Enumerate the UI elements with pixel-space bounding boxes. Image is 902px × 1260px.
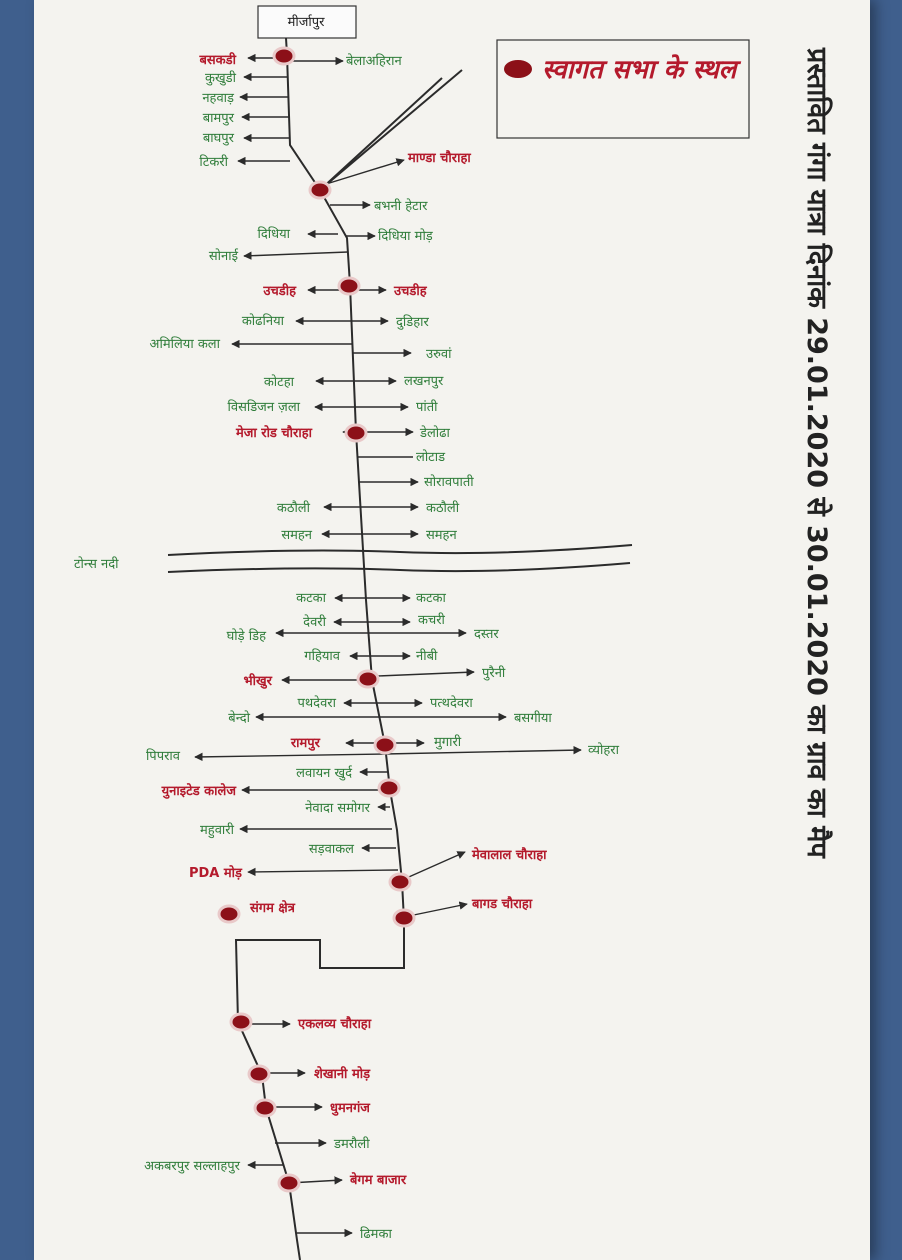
place-label: कोटहा <box>263 375 294 390</box>
place-label: PDA मोड़ <box>188 866 242 881</box>
stop-marker-icon <box>279 1175 299 1191</box>
place-label: दस्तर <box>474 627 499 642</box>
river-line-top <box>168 545 632 555</box>
place-label: कटका <box>416 591 446 606</box>
place-label: युनाइटेड कालेज <box>161 784 236 799</box>
place-label: बागड चौराहा <box>472 897 533 912</box>
place-label: लखनपुर <box>404 374 444 389</box>
stop-marker-icon <box>379 780 399 796</box>
stop-marker-icon <box>346 425 366 441</box>
place-label: कटका <box>296 591 326 606</box>
place-label: दुडिहार <box>396 315 429 330</box>
stop-marker-icon <box>255 1100 275 1116</box>
place-label: पथदेवरा <box>297 696 336 711</box>
place-label: समहन <box>281 528 312 543</box>
place-label: अमिलिया कला <box>149 337 220 352</box>
place-label: माण्डा चौराहा <box>408 151 471 166</box>
place-label: कचरी <box>418 613 445 628</box>
place-label: समहन <box>426 528 457 543</box>
river-line-bottom <box>168 563 630 572</box>
place-label: मेवालाल चौराहा <box>472 848 547 863</box>
place-label: उरुवां <box>426 347 452 362</box>
place-label: कठौली <box>276 501 310 516</box>
stop-marker-icon <box>310 182 330 198</box>
place-label: रामपुर <box>290 736 320 751</box>
stop-marker-icon <box>339 278 359 294</box>
place-label: उचडीह <box>394 284 427 299</box>
stop-marker-icon <box>358 671 378 687</box>
place-label: सड़वाकल <box>308 842 354 857</box>
place-label: पुरैनी <box>482 666 506 681</box>
place-labels <box>144 52 620 1242</box>
stop-marker-icon <box>219 906 239 922</box>
place-label: दिधिया <box>257 227 290 242</box>
place-label: भीखुर <box>243 674 272 689</box>
stop-marker-icon <box>231 1014 251 1030</box>
place-label: बेन्दो <box>228 711 250 726</box>
place-label: मेजा रोड चौराहा <box>235 426 312 441</box>
place-label: शेखानी मोड़ <box>314 1067 371 1082</box>
place-label: लवायन खुर्द <box>296 766 352 781</box>
stop-marker-icon <box>274 48 294 64</box>
place-label: दिधिया मोड़ <box>378 229 433 244</box>
place-label: धुमनगंज <box>330 1101 370 1116</box>
start-label: मीर्जापुर <box>287 15 325 30</box>
place-label: कुखुडी <box>205 71 236 86</box>
place-label: विसडिजन ज़ला <box>227 400 300 415</box>
place-label: सोनाई <box>208 249 238 264</box>
place-label: संगम क्षेत्र <box>250 901 295 916</box>
place-label: नहवाड़ <box>202 91 234 106</box>
place-label: पत्थदेवरा <box>430 696 473 711</box>
river-label: टोन्स नदी <box>74 557 119 572</box>
place-label: कठौली <box>426 501 460 516</box>
route-branch <box>320 70 462 190</box>
place-label: एकलव्य चौराहा <box>298 1017 372 1032</box>
place-label: बेगम बाजार <box>350 1173 407 1188</box>
place-label: टिकरी <box>199 155 228 170</box>
place-label: बाघपुर <box>202 131 234 146</box>
place-label: नेवादा समोगर <box>305 801 370 816</box>
place-label: कोढनिया <box>241 314 284 329</box>
map-title: प्रस्तावित गंगा यात्रा दिनांक 29.01.2020 से 30.01.2020 का ग्राव का मैप <box>801 48 832 858</box>
place-label: मुगारी <box>434 735 462 750</box>
stop-marker-icon <box>249 1066 269 1082</box>
place-label: महुवारी <box>200 823 234 838</box>
place-label: पिपराव <box>145 749 180 764</box>
place-label: ढिमका <box>360 1227 392 1242</box>
stop-marker-icon <box>390 874 410 890</box>
stop-marker-icon <box>394 910 414 926</box>
place-label: देवरी <box>303 615 326 630</box>
place-label: बामपुर <box>202 111 234 126</box>
place-label: डमरौली <box>334 1137 370 1152</box>
place-label: सोरावपाती <box>424 475 474 490</box>
place-label: घोड़े डिह <box>226 629 266 644</box>
place-label: बसगीया <box>514 711 552 726</box>
place-label: बभनी हेटार <box>374 199 428 214</box>
stop-marker-icon <box>375 737 395 753</box>
place-label: बसकडी <box>199 53 236 68</box>
place-label: गहियाव <box>304 649 340 664</box>
place-label: नीबी <box>416 649 438 664</box>
place-label: डेलोढा <box>420 426 450 441</box>
place-label: पांती <box>416 400 438 415</box>
place-label: उचडीह <box>263 284 296 299</box>
place-label: बेलाअहिरान <box>346 54 402 69</box>
place-label: व्योहरा <box>588 743 619 758</box>
place-label: अकबरपुर सल्लाहपुर <box>144 1159 240 1174</box>
legend-label: स्वागत सभा के स्थल <box>542 55 737 85</box>
place-label: लोटाड <box>416 450 446 465</box>
